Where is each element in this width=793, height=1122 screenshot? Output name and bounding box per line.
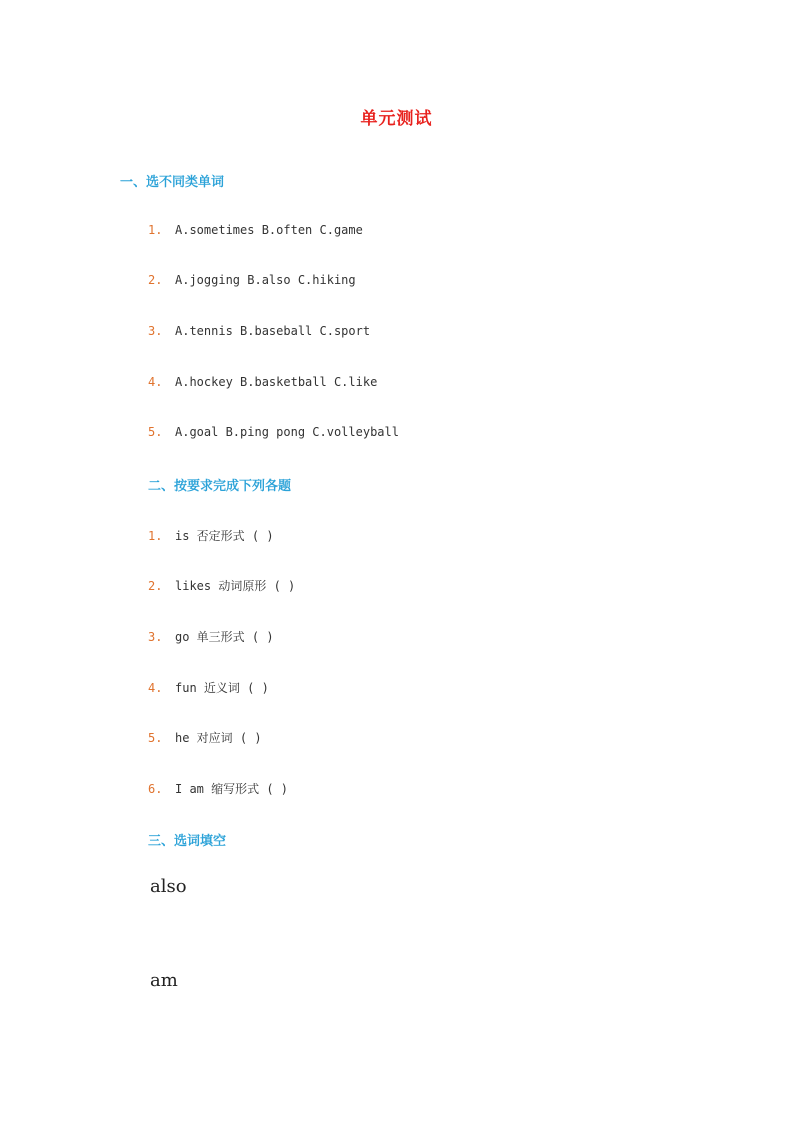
section-heading-choose-different: 一、选不同类单词 <box>120 175 225 190</box>
question-number: 3. <box>148 324 163 338</box>
question-item <box>148 223 363 237</box>
question-text: A.hockey B.basketball C.like <box>175 375 378 389</box>
question-number: 3. <box>148 630 163 644</box>
question-item <box>148 679 269 696</box>
question-number: 4. <box>148 681 163 695</box>
question-number: 6. <box>148 782 163 796</box>
page-title: 单元测试 <box>360 109 433 129</box>
question-number: 2. <box>148 579 163 593</box>
word-bank-item: am <box>150 970 178 991</box>
question-item <box>148 324 370 338</box>
question-number: 5. <box>148 731 163 745</box>
word-bank-item: also <box>150 876 187 897</box>
question-text: fun 近义词 ( ) <box>175 681 269 695</box>
question-item <box>148 577 295 594</box>
question-item <box>148 273 356 287</box>
section-heading-fill-blanks: 三、选词填空 <box>148 834 227 849</box>
question-item <box>148 729 262 746</box>
question-number: 1. <box>148 529 163 543</box>
question-number: 4. <box>148 375 163 389</box>
question-text: A.jogging B.also C.hiking <box>175 273 356 287</box>
question-text: he 对应词 ( ) <box>175 731 262 745</box>
question-number: 2. <box>148 273 163 287</box>
question-item <box>148 780 288 797</box>
question-text: A.goal B.ping pong C.volleyball <box>175 425 399 439</box>
question-item <box>148 425 399 439</box>
question-text: A.tennis B.baseball C.sport <box>175 324 371 338</box>
question-item <box>148 527 274 544</box>
question-number: 1. <box>148 223 163 237</box>
question-number: 5. <box>148 425 163 439</box>
question-text: is 否定形式 ( ) <box>175 529 274 543</box>
question-text: likes 动词原形 ( ) <box>175 579 296 593</box>
question-text: go 单三形式 ( ) <box>175 630 274 644</box>
question-text: A.sometimes B.often C.game <box>175 223 363 237</box>
question-text: I am 缩写形式 ( ) <box>175 782 289 796</box>
question-item <box>148 628 274 645</box>
question-item <box>148 375 377 389</box>
section-heading-complete-tasks: 二、按要求完成下列各题 <box>148 479 292 494</box>
